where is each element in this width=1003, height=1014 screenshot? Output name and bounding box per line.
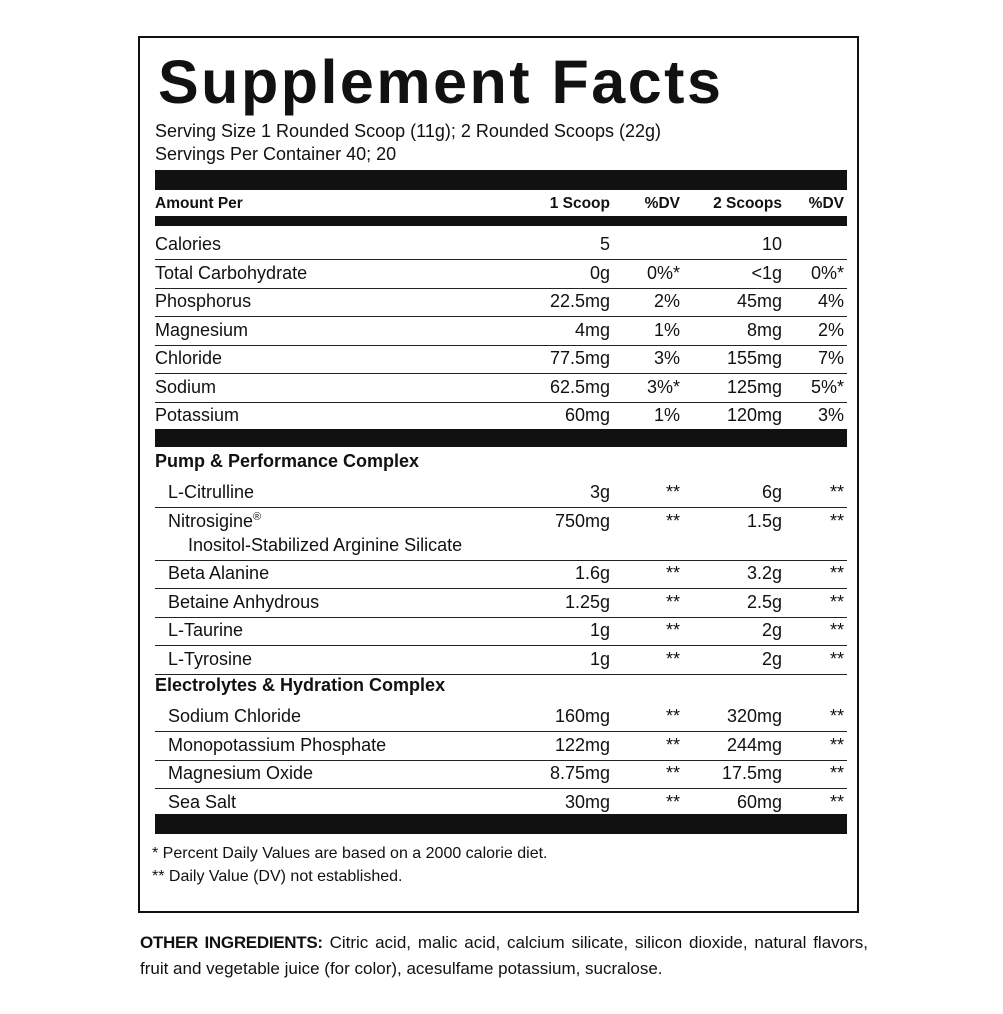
ingredient-name-text: Potassium <box>155 405 240 425</box>
registered-mark: ® <box>253 510 262 523</box>
header-2-scoops: 2 Scoops <box>713 195 782 212</box>
table-row <box>155 345 847 374</box>
amount-2-scoops: 60mg <box>736 791 782 812</box>
dv-1-scoop: ** <box>665 706 680 726</box>
thick-divider <box>155 170 847 190</box>
dv-1-scoop: ** <box>665 563 680 583</box>
amount-1-scoop: 22.5mg <box>549 291 610 311</box>
ingredient-name <box>155 320 248 341</box>
header-dv-2: %DV <box>808 195 844 212</box>
dv-2-scoops: ** <box>829 563 844 583</box>
dv-1-scoop: ** <box>665 763 680 783</box>
amount-2-scoops: 17.5mg <box>721 763 782 783</box>
table-row <box>155 479 847 508</box>
ingredient-name <box>168 511 261 532</box>
ingredient-name <box>168 792 236 813</box>
amount-1-scoop: 1g <box>589 648 610 669</box>
ingredient-name <box>168 620 243 641</box>
dv-1-scoop: 3%* <box>646 376 680 397</box>
dv-1-scoop: 0%* <box>646 262 680 283</box>
ingredient-name-text: L-Tyrosine <box>168 648 253 669</box>
dv-2-scoops: ** <box>829 706 844 726</box>
amount-1-scoop: 122mg <box>554 734 610 755</box>
footnote-not-established: ** Daily Value (DV) not established. <box>152 868 403 885</box>
table-row <box>155 402 847 430</box>
amount-2-scoops: 8mg <box>746 319 782 340</box>
table-row <box>155 617 847 646</box>
column-headers <box>155 192 847 216</box>
panel-title: Supplement Facts <box>158 48 724 116</box>
thick-divider <box>155 814 847 834</box>
dv-2-scoops: 2% <box>817 319 844 340</box>
amount-2-scoops: 45mg <box>736 291 782 311</box>
dv-1-scoop: ** <box>665 482 680 502</box>
ingredient-name-text: Betaine Anhydrous <box>168 591 320 612</box>
ingredient-name <box>168 763 313 784</box>
amount-2-scoops: 1.5g <box>746 510 782 531</box>
dv-1-scoop: ** <box>665 510 680 531</box>
amount-2-scoops: 2g <box>761 620 782 640</box>
table-row <box>155 260 847 289</box>
dv-1-scoop: ** <box>665 791 680 812</box>
table-row <box>155 560 847 589</box>
dv-2-scoops: ** <box>829 591 844 612</box>
table-row <box>155 508 847 561</box>
dv-1-scoop: 1% <box>653 405 680 425</box>
ingredient-name <box>155 405 239 426</box>
amount-1-scoop: 77.5mg <box>549 348 610 368</box>
header-dv-1: %DV <box>644 195 680 212</box>
dv-2-scoops: ** <box>829 763 844 783</box>
table-row <box>155 231 847 260</box>
ingredient-name-text: Monopotassium Phosphate <box>168 734 387 755</box>
ingredient-name <box>168 592 319 613</box>
other-ingredients <box>140 930 868 982</box>
dv-1-scoop: 3% <box>653 348 680 368</box>
amount-1-scoop: 1.25g <box>564 591 610 612</box>
ingredient-name-text: Nitrosigine <box>168 510 254 531</box>
amount-1-scoop: 30mg <box>564 791 610 812</box>
table-row <box>155 732 847 761</box>
ingredient-name <box>168 482 254 503</box>
amount-2-scoops: <1g <box>751 262 782 283</box>
supplement-facts-panel <box>138 36 859 913</box>
dv-2-scoops: ** <box>829 510 844 531</box>
ingredient-subtitle: Inositol-Stabilized Arginine Silicate <box>188 534 463 555</box>
amount-1-scoop: 0g <box>589 262 610 283</box>
serving-size: Serving Size 1 Rounded Scoop (11g); 2 Rounded Scoops (22g) <box>155 121 661 141</box>
ingredient-name <box>155 377 216 398</box>
ingredient-name-text: Chloride <box>155 348 223 368</box>
table-row <box>155 789 847 817</box>
ingredient-name-text: Total Carbohydrate <box>155 262 308 283</box>
amount-2-scoops: 10 <box>761 234 782 254</box>
header-amount-per: Amount Per <box>155 195 243 212</box>
amount-1-scoop: 3g <box>589 482 610 502</box>
ingredient-name-text: Beta Alanine <box>168 563 270 583</box>
ingredient-name-text: Magnesium <box>155 319 249 340</box>
pump-complex-title: Pump & Performance Complex <box>155 451 420 471</box>
amount-2-scoops: 2.5g <box>746 591 782 612</box>
ingredient-name <box>155 263 307 284</box>
table-row <box>155 589 847 618</box>
ingredient-name <box>168 735 386 756</box>
table-row <box>155 288 847 317</box>
dv-2-scoops: ** <box>829 482 844 502</box>
ingredient-name-text: L-Citrulline <box>168 482 255 502</box>
table-row <box>155 703 847 732</box>
dv-2-scoops: 7% <box>817 348 844 368</box>
ingredient-name <box>168 563 269 584</box>
ingredient-name <box>168 649 252 670</box>
dv-2-scoops: ** <box>829 620 844 640</box>
header-1-scoop: 1 Scoop <box>549 195 610 212</box>
dv-2-scoops: 4% <box>817 291 844 311</box>
amount-2-scoops: 2g <box>761 648 782 669</box>
ingredient-name-text: Sea Salt <box>168 791 237 812</box>
dv-2-scoops: 3% <box>817 405 844 425</box>
table-row <box>155 317 847 346</box>
table-row <box>155 374 847 403</box>
dv-2-scoops: ** <box>829 648 844 669</box>
dv-2-scoops: 0%* <box>810 262 844 283</box>
ingredient-name-text: Phosphorus <box>155 291 252 311</box>
amount-1-scoop: 1g <box>589 620 610 640</box>
amount-1-scoop: 8.75mg <box>549 763 610 783</box>
ingredient-name <box>155 291 251 312</box>
dv-1-scoop: 2% <box>653 291 680 311</box>
table-row <box>155 760 847 789</box>
ingredient-name-text: L-Taurine <box>168 620 244 640</box>
dv-1-scoop: ** <box>665 591 680 612</box>
amount-2-scoops: 244mg <box>726 734 782 755</box>
ingredient-name-text: Sodium Chloride <box>168 706 302 726</box>
amount-1-scoop: 5 <box>599 234 610 254</box>
amount-2-scoops: 120mg <box>726 405 782 425</box>
footnote-daily-values: * Percent Daily Values are based on a 2000 calorie diet. <box>152 845 548 862</box>
dv-1-scoop: ** <box>665 734 680 755</box>
ingredient-name-text: Sodium <box>155 376 217 397</box>
servings-per-container: Servings Per Container 40; 20 <box>155 144 397 164</box>
amount-1-scoop: 60mg <box>564 405 610 425</box>
amount-2-scoops: 6g <box>761 482 782 502</box>
amount-2-scoops: 155mg <box>726 348 782 368</box>
amount-1-scoop: 1.6g <box>574 563 610 583</box>
dv-2-scoops: ** <box>829 791 844 812</box>
thick-divider <box>155 429 847 447</box>
ingredient-name-text: Magnesium Oxide <box>168 763 314 783</box>
amount-2-scoops: 320mg <box>726 706 782 726</box>
dv-1-scoop: ** <box>665 620 680 640</box>
other-ingredients-text: Citric acid, malic acid, calcium silicate, silicon dioxide, natural flavors, fruit and vegetable juice (for color), acesulfame potassium, sucralose. <box>140 933 868 978</box>
medium-divider <box>155 216 847 226</box>
ingredient-name <box>168 706 301 727</box>
ingredient-name <box>155 234 221 255</box>
dv-1-scoop: 1% <box>653 319 680 340</box>
dv-2-scoops: 5%* <box>810 376 844 397</box>
electrolytes-complex-title: Electrolytes & Hydration Complex <box>155 675 446 695</box>
amount-1-scoop: 160mg <box>554 706 610 726</box>
other-ingredients-label: OTHER INGREDIENTS: <box>140 933 323 952</box>
amount-1-scoop: 750mg <box>554 510 610 531</box>
amount-1-scoop: 4mg <box>574 319 610 340</box>
dv-2-scoops: ** <box>829 734 844 755</box>
table-row <box>155 646 847 675</box>
amount-2-scoops: 125mg <box>726 376 782 397</box>
amount-1-scoop: 62.5mg <box>549 376 610 397</box>
ingredient-name-text: Calories <box>155 234 222 254</box>
amount-2-scoops: 3.2g <box>746 563 782 583</box>
dv-1-scoop: ** <box>665 648 680 669</box>
ingredient-name <box>155 348 222 369</box>
